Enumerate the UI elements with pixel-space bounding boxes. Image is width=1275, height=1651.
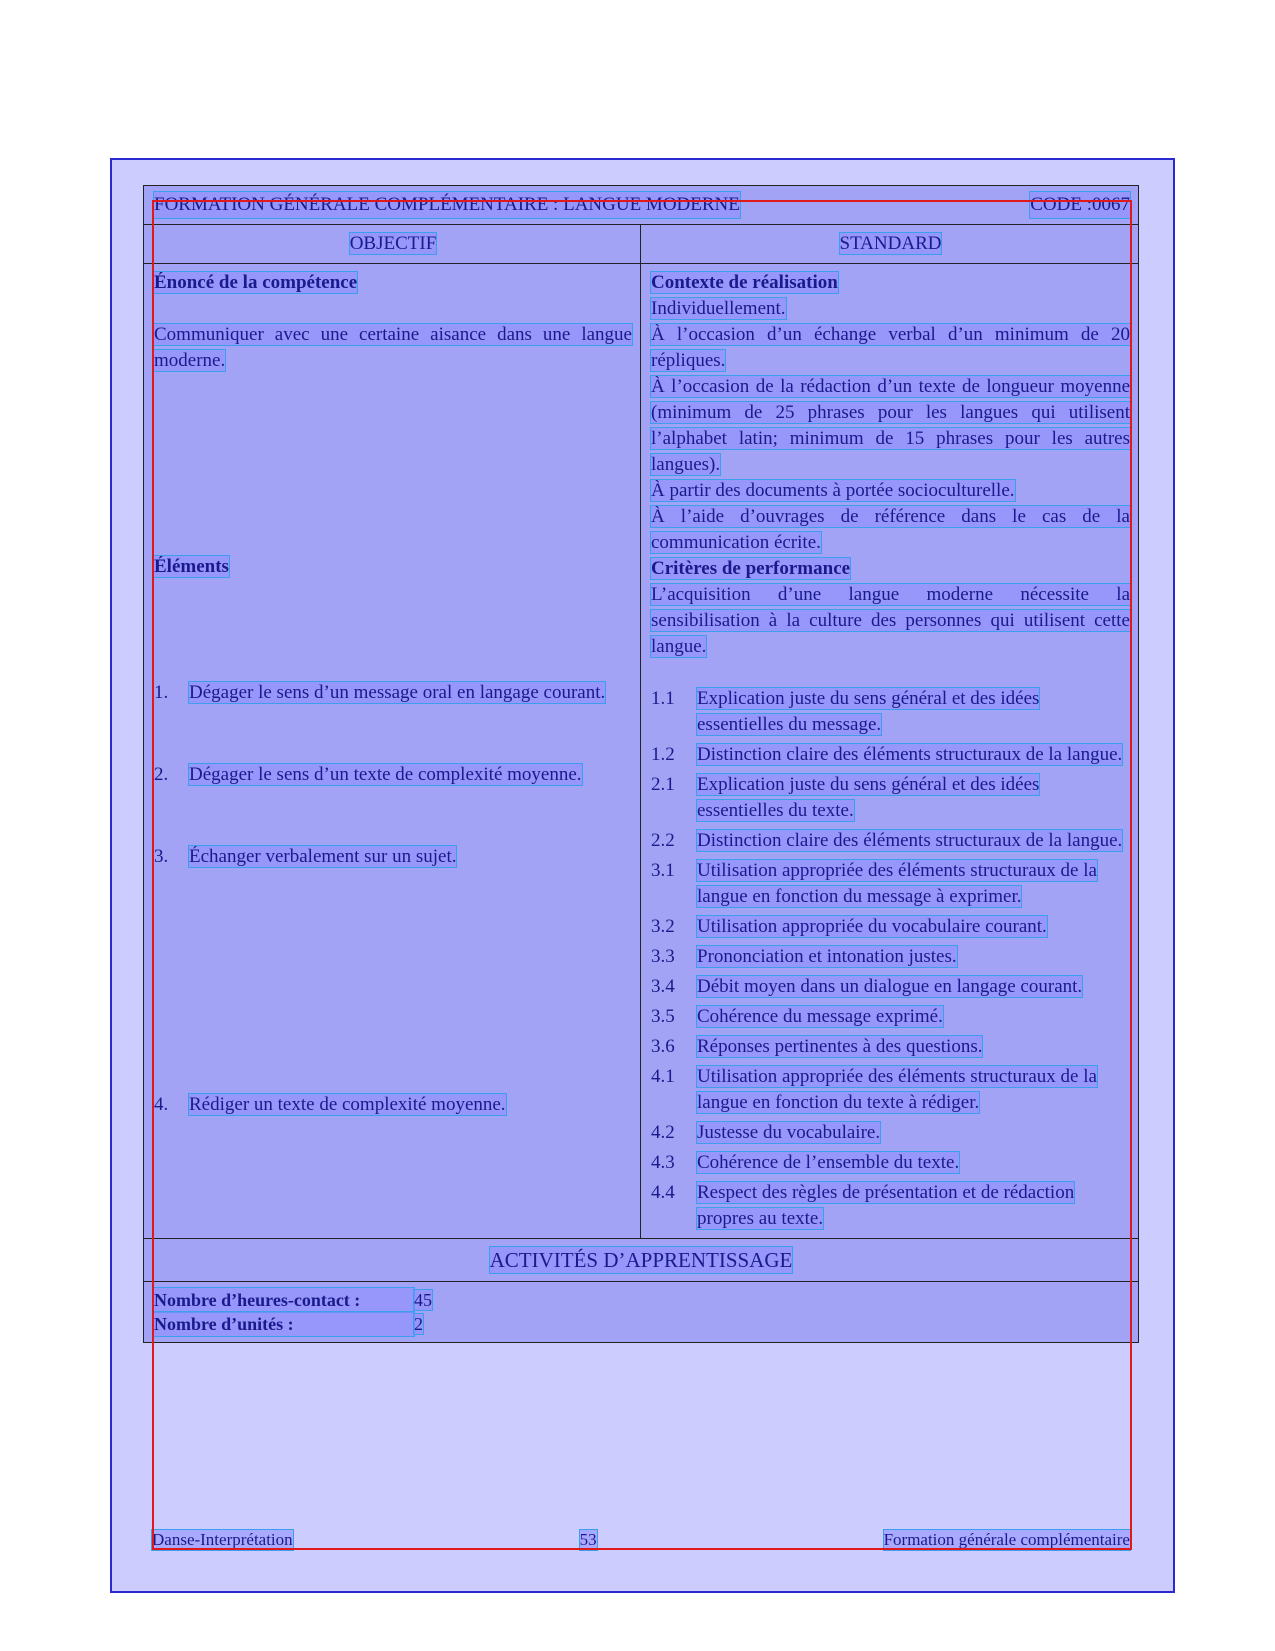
criterion-text: Réponses pertinentes à des questions.	[697, 1036, 983, 1057]
hours-row	[144, 1282, 1138, 1342]
element-number: 2.	[154, 764, 169, 785]
units-value: 2	[414, 1314, 423, 1334]
context-item: À l’occasion d’un échange verbal d’un minimum de 20 répliques.	[651, 324, 1130, 371]
criterion-text: Utilisation appropriée du vocabulaire courant.	[697, 916, 1047, 937]
competence-statement: Communiquer avec une certaine aisance dans une langue moderne.	[154, 324, 632, 371]
element-text: Dégager le sens d’un texte de complexité moyenne.	[189, 764, 582, 785]
page-number: 53	[579, 1530, 597, 1549]
criterion-item	[651, 828, 1130, 854]
criterion-text: Justesse du vocabulaire.	[697, 1122, 881, 1143]
criterion-number: 4.3	[651, 1152, 675, 1173]
criterion-item	[651, 1150, 1130, 1176]
criterion-item	[651, 914, 1130, 940]
element-item	[154, 762, 632, 788]
criterion-text: Explication juste du sens général et des idées essentielles du texte.	[697, 774, 1040, 821]
criterion-text: Distinction claire des éléments structuraux de la langue.	[697, 830, 1123, 851]
criterion-text: Utilisation appropriée des éléments structuraux de la langue en fonction du message à exprimer.	[697, 860, 1097, 907]
criterion-item	[651, 1034, 1130, 1060]
criterion-number: 1.1	[651, 688, 675, 709]
criterion-text: Prononciation et intonation justes.	[697, 946, 957, 967]
activities-title-row	[144, 1239, 1138, 1282]
page-footer	[152, 1530, 1130, 1550]
objective-header: OBJECTIF	[349, 233, 437, 254]
course-code: CODE :0067	[1030, 192, 1130, 218]
criterion-item	[651, 944, 1130, 970]
criterion-text: Utilisation appropriée des éléments structuraux de la langue en fonction du texte à rédiger.	[697, 1066, 1097, 1113]
hours-label: Nombre d’heures-contact :	[154, 1288, 414, 1312]
criteria-heading: Critères de performance	[651, 558, 851, 579]
footer-right: Formation générale complémentaire	[883, 1530, 1130, 1549]
criterion-item	[651, 772, 1130, 824]
criterion-item	[651, 686, 1130, 738]
units-label: Nombre d’unités :	[154, 1312, 414, 1336]
element-item	[154, 844, 632, 870]
criterion-number: 4.1	[651, 1066, 675, 1087]
criterion-number: 2.1	[651, 774, 675, 795]
elements-heading: Éléments	[154, 556, 229, 577]
context-item: À l’occasion de la rédaction d’un texte de longueur moyenne (minimum de 25 phrases pour les langues qui utilisent l’alphabet latin; minimum de 15 phrases pour les autres langues).	[651, 376, 1130, 475]
criterion-number: 3.1	[651, 860, 675, 881]
criterion-item	[651, 974, 1130, 1000]
hours-value: 45	[414, 1290, 432, 1310]
activities-title: ACTIVITÉS D’APPRENTISSAGE	[489, 1248, 793, 1272]
criterion-item	[651, 1004, 1130, 1030]
criterion-number: 1.2	[651, 744, 675, 765]
objective-column	[144, 264, 641, 1238]
element-item	[154, 1092, 632, 1118]
standard-header: STANDARD	[839, 233, 942, 254]
context-item: À l’aide d’ouvrages de référence dans le cas de la communication écrite.	[651, 506, 1130, 553]
criterion-item	[651, 742, 1130, 768]
competence-table	[143, 185, 1139, 1343]
criterion-text: Distinction claire des éléments structuraux de la langue.	[697, 744, 1123, 765]
table-title-row	[144, 186, 1138, 225]
element-text: Rédiger un texte de complexité moyenne.	[189, 1094, 506, 1115]
hours-block	[144, 1282, 442, 1342]
competence-heading: Énoncé de la compétence	[154, 272, 358, 293]
criterion-text: Débit moyen dans un dialogue en langage courant.	[697, 976, 1083, 997]
criterion-item	[651, 858, 1130, 910]
criterion-number: 3.5	[651, 1006, 675, 1027]
standard-column	[641, 264, 1138, 1238]
criterion-item	[651, 1180, 1130, 1232]
body-row	[144, 264, 1138, 1239]
context-heading: Contexte de réalisation	[651, 272, 838, 293]
objective-header-cell	[144, 225, 641, 263]
document-title: FORMATION GÉNÉRALE COMPLÉMENTAIRE : LANGUE MODERNE	[154, 192, 740, 218]
footer-left: Danse-Interprétation	[152, 1530, 293, 1549]
criterion-item	[651, 1064, 1130, 1116]
criterion-text: Explication juste du sens général et des idées essentielles du message.	[697, 688, 1040, 735]
element-number: 1.	[154, 682, 169, 703]
criterion-text: Respect des règles de présentation et de rédaction propres au texte.	[697, 1182, 1075, 1229]
criterion-number: 3.4	[651, 976, 675, 997]
criterion-text: Cohérence de l’ensemble du texte.	[697, 1152, 960, 1173]
standard-header-cell	[641, 225, 1138, 263]
criterion-number: 3.2	[651, 916, 675, 937]
criterion-number: 4.4	[651, 1182, 675, 1203]
criterion-text: Cohérence du message exprimé.	[697, 1006, 943, 1027]
criteria-intro: L’acquisition d’une langue moderne nécessite la sensibilisation à la culture des personnes qui utilisent cette langue.	[651, 584, 1130, 657]
element-text: Dégager le sens d’un message oral en langage courant.	[189, 682, 606, 703]
criterion-number: 2.2	[651, 830, 675, 851]
element-text: Échanger verbalement sur un sujet.	[189, 846, 457, 867]
column-header-row	[144, 225, 1138, 264]
criterion-number: 3.6	[651, 1036, 675, 1057]
context-item: Individuellement.	[651, 298, 786, 319]
element-number: 3.	[154, 846, 169, 867]
context-item: À partir des documents à portée socioculturelle.	[651, 480, 1015, 501]
criterion-item	[651, 1120, 1130, 1146]
element-item	[154, 680, 632, 706]
element-number: 4.	[154, 1094, 169, 1115]
criterion-number: 4.2	[651, 1122, 675, 1143]
criterion-number: 3.3	[651, 946, 675, 967]
